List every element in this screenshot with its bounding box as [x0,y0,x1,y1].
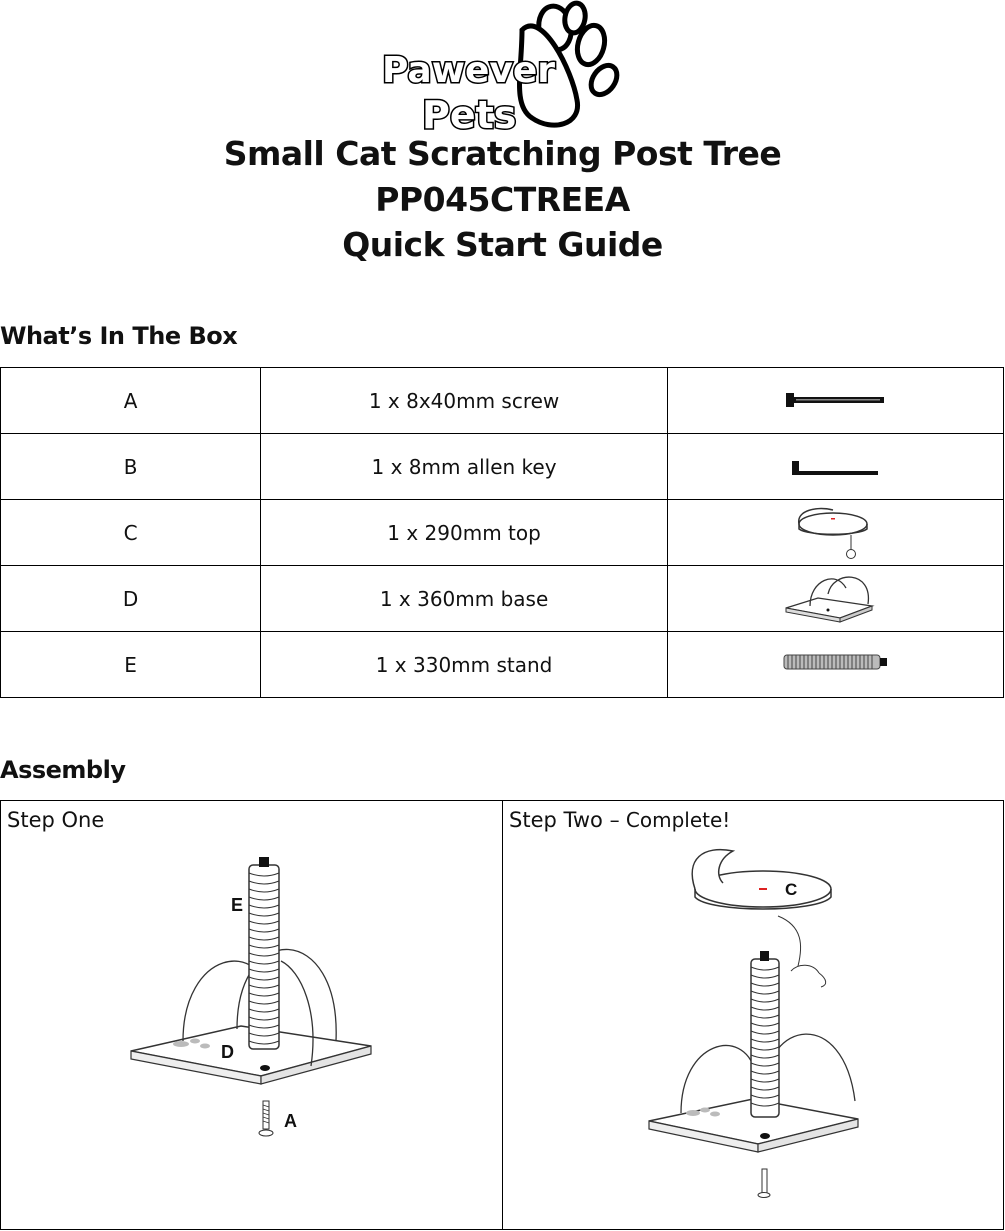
step-two-title: Step Two [509,808,603,832]
guide-title: Quick Start Guide [342,225,663,264]
table-row [1,632,1004,698]
step-two-suffix: – Complete! [609,808,731,832]
label-A: A [284,1111,297,1131]
part-id: D [1,566,261,632]
part-image [667,632,1003,698]
allen-key-icon [668,437,1003,497]
part-desc: 1 x 8x40mm screw [261,368,668,434]
part-image [667,500,1003,566]
brand-logo [372,0,627,135]
part-desc: 1 x 8mm allen key [261,434,668,500]
part-id: C [1,500,261,566]
product-code: PP045CTREEA [375,180,630,219]
top-bed-icon [668,502,1003,564]
step-one-title: Step One [7,808,105,832]
label-E: E [231,895,244,915]
label-C: C [785,880,798,899]
base-icon [668,568,1003,630]
table-row [1,434,1004,500]
label-D: D [221,1042,234,1062]
part-image [667,566,1003,632]
screw-icon [668,371,1003,431]
part-image [667,434,1003,500]
parts-table [0,367,1004,698]
step-one-diagram [1,801,502,1229]
logo-text-line1: Pawever [382,50,556,91]
box-heading: What’s In The Box [0,322,238,350]
part-desc: 1 x 290mm top [261,500,668,566]
table-row [1,368,1004,434]
part-image [667,368,1003,434]
stand-icon [668,635,1003,695]
part-id: E [1,632,261,698]
part-desc: 1 x 360mm base [261,566,668,632]
step-two-cell [503,801,1003,1229]
assembly-table [0,800,1004,1230]
table-row [1,500,1004,566]
product-title: Small Cat Scratching Post Tree [223,134,782,173]
assembly-heading: Assembly [0,756,126,784]
part-id: A [1,368,261,434]
part-id: B [1,434,261,500]
part-desc: 1 x 330mm stand [261,632,668,698]
table-row [1,566,1004,632]
logo-text-line2: Pets [422,93,517,135]
step-two-heading [509,808,730,832]
step-two-diagram [503,801,1003,1229]
step-one-cell [1,801,503,1229]
